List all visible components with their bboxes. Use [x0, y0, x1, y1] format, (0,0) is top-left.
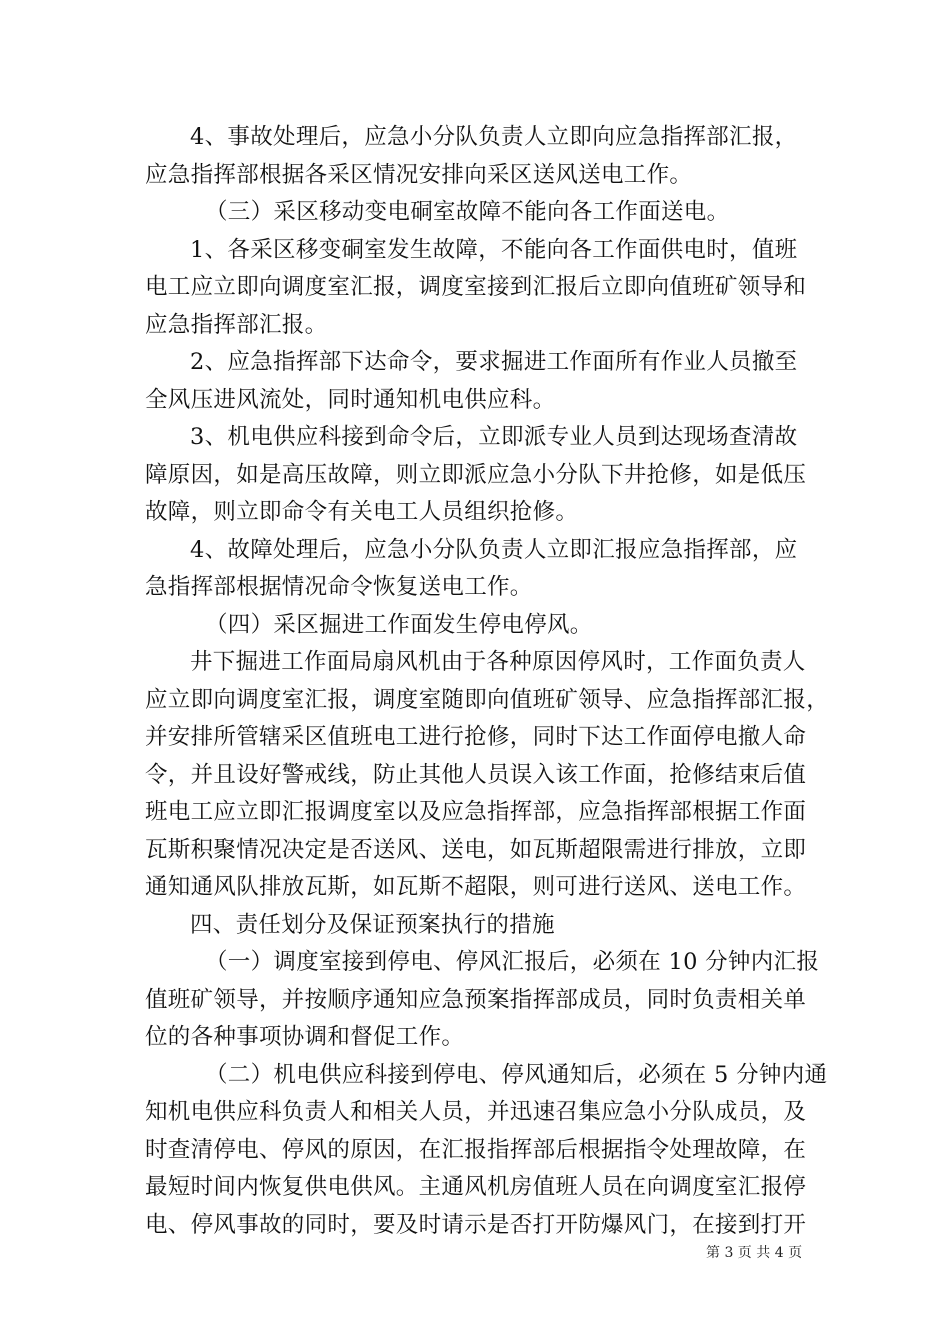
text-line: 应急指挥部汇报。 — [145, 311, 328, 338]
text-line: 位的各种事项协调和督促工作。 — [145, 1024, 465, 1050]
text-line: 急指挥部根据情况命令恢复送电工作。 — [145, 574, 533, 600]
paragraph — [145, 344, 807, 419]
text-line: 电、停风事故的同时，要及时请示是否打开防爆风门，在接到打开 — [145, 1211, 807, 1238]
page-number: 第 3 页 共 4 页 — [706, 1245, 803, 1261]
text-line: 1、各采区移变硐室发生故障，不能向各工作面供电时，值班 — [190, 236, 798, 263]
text-line: 知机电供应科负责人和相关人员，并迅速召集应急小分队成员，及 — [145, 1099, 807, 1125]
text-line: 瓦斯积聚情况决定是否送风、送电，如瓦斯超限需进行排放，立即 — [145, 836, 807, 863]
text-line: 时查清停电、停风的原因，在汇报指挥部后根据指令处理故障，在 — [145, 1136, 807, 1163]
paragraph — [145, 907, 807, 945]
text-line: 四、责任划分及保证预案执行的措施 — [190, 911, 555, 938]
paragraph — [145, 532, 807, 607]
paragraph — [145, 419, 807, 532]
text-line: 障原因，如是高压故障，则立即派应急小分队下井抢修，如是低压 — [145, 461, 807, 488]
text-line: （四）采区掘进工作面发生停电停风。 — [205, 611, 593, 638]
text-line: （二）机电供应科接到停电、停风通知后，必须在 5 分钟内通 — [205, 1061, 828, 1088]
paragraph — [145, 982, 807, 1057]
text-line: 4、事故处理后，应急小分队负责人立即向应急指挥部汇报， — [190, 124, 798, 150]
text-line: 故障，则立即命令有关电工人员组织抢修。 — [145, 499, 579, 525]
text-line: 全风压进风流处，同时通知机电供应科。 — [145, 386, 556, 413]
text-line: 值班矿领导，并按顺序通知应急预案指挥部成员，同时负责相关单 — [145, 986, 807, 1013]
paragraph — [145, 644, 830, 907]
text-line: 井下掘进工作面局扇风机由于各种原因停风时，工作面负责人 — [190, 649, 806, 675]
text-line: 3、机电供应科接到命令后，立即派专业人员到达现场查清故 — [190, 424, 798, 450]
paragraph — [145, 607, 807, 645]
text-line: 最短时间内恢复供电供风。主通风机房值班人员在向调度室汇报停 — [145, 1174, 807, 1200]
paragraph — [145, 944, 820, 982]
text-line: 4、故障处理后，应急小分队负责人立即汇报应急指挥部，应 — [190, 536, 798, 563]
text-line: 应立即向调度室汇报，调度室随即向值班矿领导、应急指挥部汇报， — [145, 686, 830, 713]
paragraph — [145, 232, 807, 345]
paragraph — [145, 1057, 828, 1095]
document-body — [145, 119, 830, 1244]
text-line: 应急指挥部根据各采区情况安排向采区送风送电工作。 — [145, 161, 693, 188]
text-line: 通知通风队排放瓦斯，如瓦斯不超限，则可进行送风、送电工作。 — [145, 874, 807, 900]
paragraph — [145, 194, 807, 232]
text-line: 2、应急指挥部下达命令，要求掘进工作面所有作业人员撤至 — [190, 349, 798, 375]
text-line: 令，并且设好警戒线，防止其他人员误入该工作面，抢修结束后值 — [145, 761, 807, 788]
paragraph — [145, 119, 807, 194]
text-line: 电工应立即向调度室汇报，调度室接到汇报后立即向值班矿领导和 — [145, 274, 807, 300]
paragraph — [145, 1094, 807, 1244]
text-line: 并安排所管辖采区值班电工进行抢修，同时下达工作面停电撤人命 — [145, 724, 807, 750]
text-line: 班电工应立即汇报调度室以及应急指挥部，应急指挥部根据工作面 — [145, 799, 807, 825]
text-line: （一）调度室接到停电、停风汇报后，必须在 10 分钟内汇报 — [205, 949, 820, 975]
text-line: （三）采区移动变电硐室故障不能向各工作面送电。 — [205, 199, 730, 225]
